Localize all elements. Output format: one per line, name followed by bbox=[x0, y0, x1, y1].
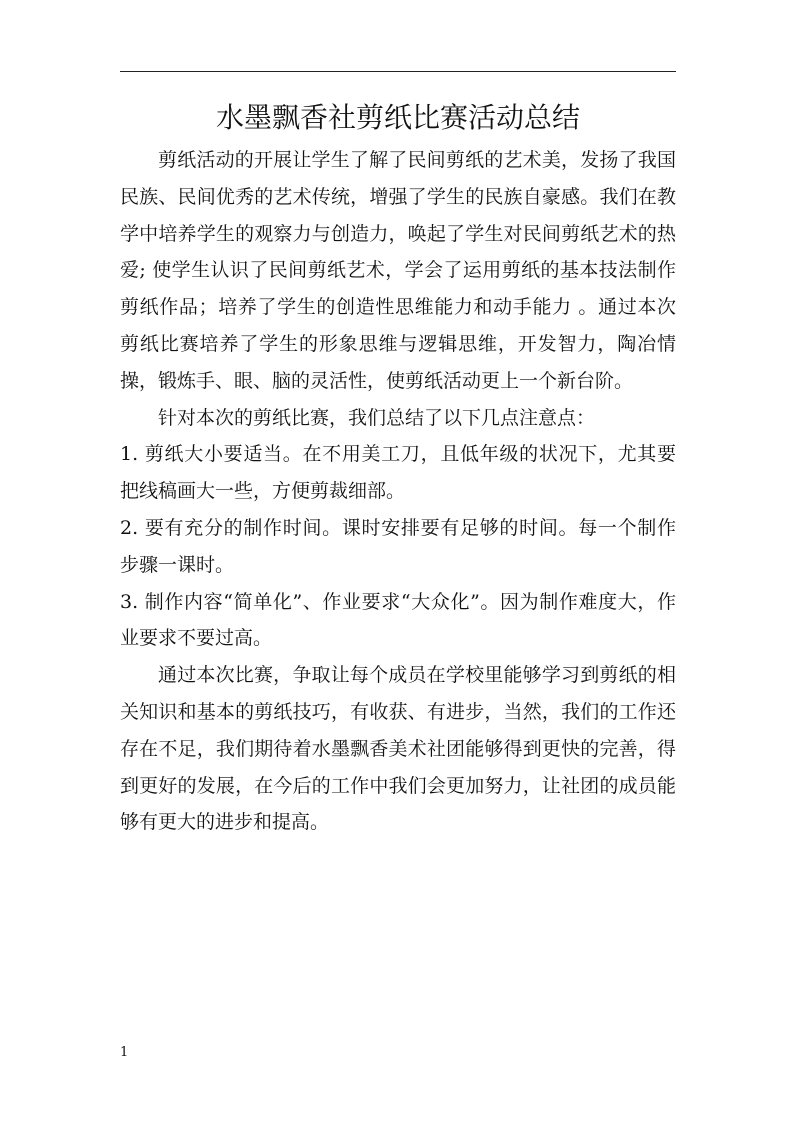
document-body bbox=[120, 142, 676, 841]
list-item-3: 3. 制作内容“简单化”、作业要求“大众化”。因为制作难度大，作业要求不要过高。 bbox=[120, 590, 676, 650]
paragraph-summary-lead: 针对本次的剪纸比赛，我们总结了以下几点注意点： bbox=[158, 406, 596, 429]
document-title: 水墨飘香社剪纸比赛活动总结 bbox=[215, 101, 580, 134]
list-item-1: 1. 剪纸大小要适当。在不用美工刀，且低年级的状况下，尤其要把线稿画大一些，方便剪裁细部。 bbox=[120, 443, 676, 503]
list-item-2: 2. 要有充分的制作时间。课时安排要有足够的时间。每一个制作步骤一课时。 bbox=[120, 516, 676, 576]
paragraph-intro: 剪纸活动的开展让学生了解了民间剪纸的艺术美，发扬了我国民族、民间优秀的艺术传统，增强了学生的民族自豪感。我们在教学中培养学生的观察力与创造力，唤起了学生对民间剪纸艺术的热爱; 使学生认识了民间剪纸艺术，学会了运用剪纸的基本技法制作剪纸作品；培养了学生的创造性思维能力和动手能力 。通过本次剪纸比赛培养了学生的形象思维与逻辑思维，开发智力，陶冶情操，锻炼手、眼、脑的灵活性，使剪纸活动更上一个新台阶。 bbox=[120, 149, 676, 392]
header-rule bbox=[120, 71, 676, 72]
page-number: 1 bbox=[120, 1045, 129, 1060]
paragraph-conclusion: 通过本次比赛，争取让每个成员在学校里能够学习到剪纸的相关知识和基本的剪纸技巧，有收获、有进步，当然，我们的工作还存在不足，我们期待着水墨飘香美术社团能够得到更快的完善，得到更好的发展，在今后的工作中我们会更加努力，让社团的成员能够有更大的进步和提高。 bbox=[120, 664, 676, 834]
